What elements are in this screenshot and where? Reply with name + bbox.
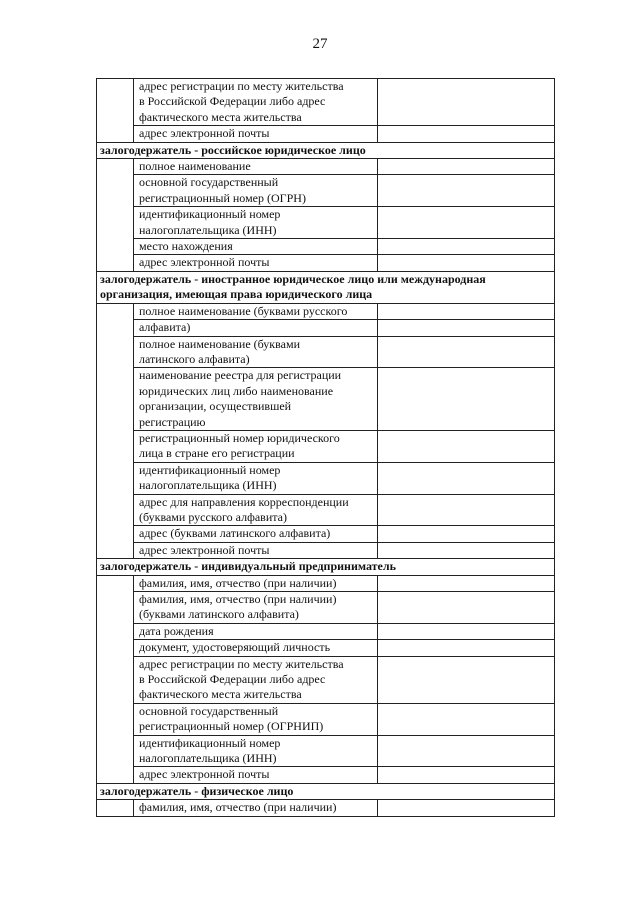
field-label-line: фамилия, имя, отчество (при наличии) — [139, 800, 337, 815]
field-label-line: фамилия, имя, отчество (при наличии) — [139, 592, 337, 606]
indent-cell — [97, 703, 134, 735]
indent-cell — [97, 623, 134, 639]
field-label-line: налогоплательщика (ИНН) — [139, 751, 277, 766]
indent-cell — [97, 735, 134, 767]
field-label-line: идентификационный номер — [139, 735, 281, 750]
field-label — [134, 239, 378, 255]
field-value-cell[interactable] — [378, 656, 555, 703]
table-row — [97, 239, 555, 255]
field-label — [134, 592, 378, 624]
table-row — [97, 623, 555, 639]
field-label — [134, 255, 378, 271]
field-value-cell[interactable] — [378, 239, 555, 255]
table-row — [97, 767, 555, 783]
indent-cell — [97, 79, 134, 126]
section-title-line: организация, имеющая права юридического лица — [100, 287, 373, 302]
field-label — [134, 656, 378, 703]
table-row — [97, 303, 555, 319]
field-label-line: место нахождения — [139, 239, 233, 254]
field-label-line: налогоплательщика (ИНН) — [139, 478, 277, 493]
indent-cell — [97, 159, 134, 175]
table-row — [97, 159, 555, 175]
page-number: 27 — [312, 36, 328, 52]
indent-cell — [97, 575, 134, 591]
field-label-line: дата рождения — [139, 623, 214, 638]
field-label — [134, 207, 378, 239]
indent-cell — [97, 656, 134, 703]
field-label — [134, 800, 378, 816]
field-value-cell[interactable] — [378, 368, 555, 431]
field-label — [134, 320, 378, 336]
field-label — [134, 368, 378, 431]
field-label-line: в Российской Федерации либо адрес — [139, 672, 326, 687]
indent-cell — [97, 255, 134, 271]
indent-cell — [97, 320, 134, 336]
indent-cell — [97, 800, 134, 816]
field-label — [134, 303, 378, 319]
field-label-line: идентификационный номер — [139, 207, 281, 222]
field-value-cell[interactable] — [378, 575, 555, 591]
table-row — [97, 575, 555, 591]
field-label-line: регистрационный номер (ОГРНИП) — [139, 719, 324, 734]
field-value-cell[interactable] — [378, 175, 555, 207]
field-label — [134, 575, 378, 591]
field-value-cell[interactable] — [378, 623, 555, 639]
field-value-cell[interactable] — [378, 126, 555, 142]
field-label-line: идентификационный номер — [139, 462, 281, 477]
indent-cell — [97, 126, 134, 142]
field-label-line: регистрационный номер (ОГРН) — [139, 190, 306, 205]
field-label — [134, 526, 378, 542]
section-header-row — [97, 783, 555, 799]
field-label — [134, 640, 378, 656]
table-row — [97, 656, 555, 703]
table-row — [97, 79, 555, 126]
field-label — [134, 542, 378, 558]
field-label — [134, 430, 378, 462]
field-label — [134, 767, 378, 783]
field-label — [134, 462, 378, 494]
table-row — [97, 735, 555, 767]
indent-cell — [97, 430, 134, 462]
pledgee-info-table — [96, 78, 555, 817]
indent-cell — [97, 303, 134, 319]
field-value-cell[interactable] — [378, 494, 555, 526]
section-title — [97, 783, 555, 799]
table-row — [97, 703, 555, 735]
section-title — [97, 559, 555, 575]
field-label — [134, 623, 378, 639]
table-row — [97, 126, 555, 142]
indent-cell — [97, 368, 134, 431]
field-label-line: основной государственный — [139, 703, 279, 718]
table-row — [97, 640, 555, 656]
indent-cell — [97, 239, 134, 255]
indent-cell — [97, 462, 134, 494]
table-row — [97, 526, 555, 542]
field-label-line: адрес регистрации по месту жительства — [139, 656, 344, 671]
indent-cell — [97, 494, 134, 526]
field-value-cell[interactable] — [378, 592, 555, 624]
field-value-cell[interactable] — [378, 255, 555, 271]
field-label-line: юридических лиц либо наименование — [139, 383, 334, 398]
table-row — [97, 592, 555, 624]
field-label-line: регистрацию — [139, 414, 206, 429]
field-value-cell[interactable] — [378, 462, 555, 494]
field-value-cell[interactable] — [378, 703, 555, 735]
section-header-row — [97, 271, 555, 303]
table-row — [97, 542, 555, 558]
field-label — [134, 494, 378, 526]
field-value-cell[interactable] — [378, 79, 555, 126]
field-label — [134, 336, 378, 368]
field-label-line: фамилия, имя, отчество (при наличии) — [139, 575, 337, 590]
table-row — [97, 175, 555, 207]
field-label-line: адрес (буквами латинского алфавита) — [139, 526, 331, 541]
field-label-line: наименование реестра для регистрации — [139, 368, 342, 383]
table-row — [97, 320, 555, 336]
field-label-line: в Российской Федерации либо адрес — [139, 94, 326, 109]
field-label-line: документ, удостоверяющий личность — [139, 640, 331, 655]
table-row — [97, 430, 555, 462]
table-row — [97, 336, 555, 368]
field-label — [134, 159, 378, 175]
field-label — [134, 79, 378, 126]
table-row — [97, 255, 555, 271]
field-label-line: организации, осуществившей — [139, 399, 292, 414]
field-value-cell[interactable] — [378, 159, 555, 175]
field-value-cell[interactable] — [378, 336, 555, 368]
field-label-line: фактического места жительства — [139, 687, 302, 702]
field-label-line: (буквами русского алфавита) — [139, 509, 287, 524]
field-label-line: адрес электронной почты — [139, 542, 270, 557]
section-header-row — [97, 559, 555, 575]
section-title-line: залогодержатель - российское юридическое лицо — [100, 142, 366, 157]
field-value-cell[interactable] — [378, 542, 555, 558]
indent-cell — [97, 640, 134, 656]
table-row — [97, 207, 555, 239]
field-value-cell[interactable] — [378, 800, 555, 816]
section-title — [97, 142, 555, 158]
field-label-line: полное наименование (буквами — [139, 336, 300, 351]
section-title-line: залогодержатель - физическое лицо — [100, 783, 294, 798]
table-row — [97, 800, 555, 816]
field-label-line: адрес электронной почты — [139, 767, 270, 782]
indent-cell — [97, 336, 134, 368]
field-label-line: полное наименование — [139, 159, 251, 174]
table-row — [97, 462, 555, 494]
table-row — [97, 494, 555, 526]
field-label-line: адрес регистрации по месту жительства — [139, 79, 344, 93]
field-label-line: полное наименование (буквами русского — [139, 303, 348, 318]
section-title-line: залогодержатель - индивидуальный предприниматель — [100, 559, 396, 574]
field-label-line: алфавита) — [139, 320, 191, 335]
field-value-cell[interactable] — [378, 207, 555, 239]
field-value-cell[interactable] — [378, 767, 555, 783]
field-value-cell[interactable] — [378, 640, 555, 656]
field-value-cell[interactable] — [378, 320, 555, 336]
section-header-row — [97, 142, 555, 158]
section-title-line: залогодержатель - иностранное юридическое лицо или международная — [100, 271, 486, 286]
field-label — [134, 735, 378, 767]
field-label-line: фактического места жительства — [139, 109, 302, 124]
field-label-line: регистрационный номер юридического — [139, 430, 340, 445]
field-value-cell[interactable] — [378, 735, 555, 767]
field-value-cell[interactable] — [378, 303, 555, 319]
indent-cell — [97, 542, 134, 558]
field-label-line: адрес для направления корреспонденции — [139, 494, 349, 509]
field-label-line: адрес электронной почты — [139, 255, 270, 270]
table-body — [97, 79, 555, 817]
field-label-line: адрес электронной почты — [139, 126, 270, 141]
indent-cell — [97, 207, 134, 239]
indent-cell — [97, 526, 134, 542]
field-label-line: лица в стране его регистрации — [139, 446, 295, 461]
field-value-cell[interactable] — [378, 526, 555, 542]
field-label — [134, 175, 378, 207]
table-row — [97, 368, 555, 431]
field-label — [134, 126, 378, 142]
field-label-line: латинского алфавита) — [139, 351, 250, 366]
field-label-line: (буквами латинского алфавита) — [139, 607, 299, 622]
field-value-cell[interactable] — [378, 430, 555, 462]
field-label — [134, 703, 378, 735]
indent-cell — [97, 767, 134, 783]
indent-cell — [97, 592, 134, 624]
field-label-line: налогоплательщика (ИНН) — [139, 222, 277, 237]
field-label-line: основной государственный — [139, 175, 279, 190]
section-title — [97, 271, 555, 303]
indent-cell — [97, 175, 134, 207]
